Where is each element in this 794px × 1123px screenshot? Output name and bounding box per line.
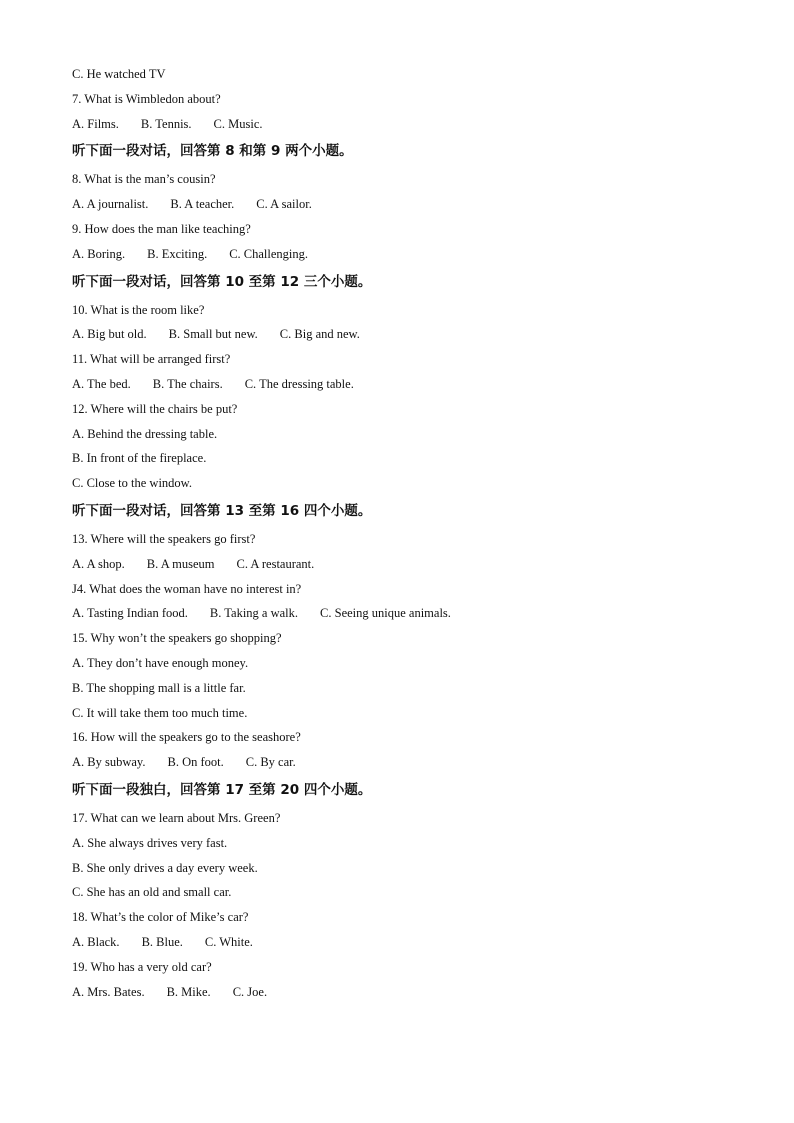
answer-option: C. Music. bbox=[213, 116, 263, 131]
answer-option: A. A shop. bbox=[72, 556, 125, 571]
answer-option: B. A teacher. bbox=[170, 197, 235, 212]
answer-options bbox=[72, 242, 752, 267]
answer-options bbox=[72, 322, 752, 347]
answer-option: B. In front of the fireplace. bbox=[72, 451, 207, 466]
answer-option: A. They don’t have enough money. bbox=[72, 655, 249, 670]
answer-options bbox=[72, 112, 752, 137]
answer-option: A. By subway. bbox=[72, 755, 146, 770]
question-text: J4. What does the woman have no interest in? bbox=[72, 581, 302, 596]
answer-options bbox=[72, 192, 752, 217]
question-text: 15. Why won’t the speakers go shopping? bbox=[72, 631, 282, 646]
section-heading: 听下面一段对话，回答第 8 和第 9 两个小题。 bbox=[72, 143, 353, 160]
answer-option: B. She only drives a day every week. bbox=[72, 860, 258, 875]
answer-option: A. Black. bbox=[72, 934, 120, 949]
answer-options bbox=[72, 552, 752, 577]
answer-option: C. She has an old and small car. bbox=[72, 885, 232, 900]
question-text: 9. How does the man like teaching? bbox=[72, 221, 251, 236]
answer-options bbox=[72, 980, 752, 1005]
answer-option: A. Mrs. Bates. bbox=[72, 984, 145, 999]
answer-option: B. The chairs. bbox=[152, 376, 223, 391]
answer-option: A. The bed. bbox=[72, 376, 131, 391]
answer-option: C. Joe. bbox=[232, 984, 268, 999]
answer-option: A. Tasting Indian food. bbox=[72, 606, 188, 621]
answer-option: A. Behind the dressing table. bbox=[72, 426, 218, 441]
exam-page bbox=[72, 62, 752, 1004]
answer-option: A. A journalist. bbox=[72, 197, 149, 212]
section-heading: 听下面一段对话，回答第 13 至第 16 四个小题。 bbox=[72, 502, 372, 519]
answer-option: B. Exciting. bbox=[147, 246, 208, 261]
answer-option: C. A restaurant. bbox=[236, 556, 315, 571]
answer-options bbox=[72, 750, 752, 775]
question-text: 11. What will be arranged first? bbox=[72, 352, 231, 367]
question-text: 17. What can we learn about Mrs. Green? bbox=[72, 810, 281, 825]
answer-option: C. By car. bbox=[245, 755, 296, 770]
answer-option: B. The shopping mall is a little far. bbox=[72, 680, 246, 695]
answer-option: C. Challenging. bbox=[229, 246, 309, 261]
question-text: 13. Where will the speakers go first? bbox=[72, 531, 256, 546]
answer-option: B. Taking a walk. bbox=[209, 606, 299, 621]
question-text: 12. Where will the chairs be put? bbox=[72, 401, 238, 416]
answer-option: A. Big but old. bbox=[72, 327, 147, 342]
section-heading: 听下面一段独白，回答第 17 至第 20 四个小题。 bbox=[72, 781, 372, 798]
answer-option: B. On foot. bbox=[167, 755, 224, 770]
question-text: 8. What is the man’s cousin? bbox=[72, 172, 216, 187]
answer-option: B. A museum bbox=[146, 556, 215, 571]
question-text: 16. How will the speakers go to the seashore? bbox=[72, 730, 301, 745]
question-text: 10. What is the room like? bbox=[72, 302, 205, 317]
section-heading: 听下面一段对话，回答第 10 至第 12 三个小题。 bbox=[72, 273, 372, 290]
answer-option: C. Seeing unique animals. bbox=[320, 606, 451, 621]
answer-option: A. She always drives very fast. bbox=[72, 835, 228, 850]
answer-option: C. The dressing table. bbox=[244, 376, 354, 391]
answer-option: B. Tennis. bbox=[140, 116, 192, 131]
answer-option: C. White. bbox=[204, 934, 253, 949]
answer-option: B. Blue. bbox=[141, 934, 183, 949]
answer-option: C. A sailor. bbox=[256, 197, 312, 212]
answer-options bbox=[72, 930, 752, 955]
answer-option: C. It will take them too much time. bbox=[72, 705, 248, 720]
question-text: 18. What’s the color of Mike’s car? bbox=[72, 910, 249, 925]
answer-option: B. Small but new. bbox=[168, 327, 258, 342]
answer-option: A. Films. bbox=[72, 116, 119, 131]
answer-options bbox=[72, 372, 752, 397]
answer-options bbox=[72, 601, 752, 626]
answer-option: B. Mike. bbox=[166, 984, 211, 999]
answer-option: C. Close to the window. bbox=[72, 476, 193, 491]
answer-option: C. Big and new. bbox=[279, 327, 360, 342]
question-text: 7. What is Wimbledon about? bbox=[72, 91, 221, 106]
answer-option: C. He watched TV bbox=[72, 67, 166, 81]
question-text: 19. Who has a very old car? bbox=[72, 959, 212, 974]
answer-option: A. Boring. bbox=[72, 246, 126, 261]
